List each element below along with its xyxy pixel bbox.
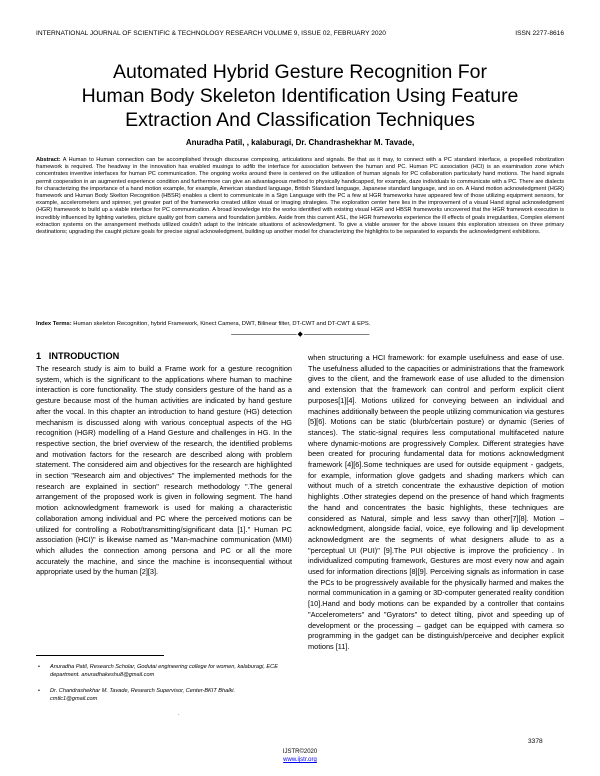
section-number: 1 <box>36 351 42 361</box>
index-terms-text: Human skeleton Recognition, hybrid Framework, Kinect Camera, DWT, Bilinear filter, DT-CWT and DT-CWT & EPS. <box>71 321 371 327</box>
footnote-author-1 <box>38 664 282 679</box>
left-column-text: The research study is aim to build a Frame work for a gesture recognition system, which is the significant to the applications where human to machine interaction is core functionality. The study considers gesture of the hand as a gesture because most of the human activities are indicated by hand gesture after the vocal. In this chapter an introduction to hand gesture (HG) detection mechanism is discussed along with various conceptual aspects of the HG recognition (HGR) modelling of a Hand Gesture and challenges in HG. In the respective section, the brief overview of the research, the identified problems and motivation factors for the research are described along with problem statement. The considered aim and objectives for the research are highlighted in section "Research aim and objectives" The implemented methods for the research are explained in section" research methodology ".The general arrangement of the proposed work is given in following segment. The hand motion acknowledgment framework is used for making a characteristic collaboration among individual and PC where the perceived motions can be utilized for controlling a Robot/transmitting/significant data [1]." Human PC association (HCI)" is likewise named as "Man-machine communication (MMI) which alludes the connection among persona and PC or all the more accurately the machine, and since the machine is inconsequential without appropriate used by the human [2][3]. <box>36 364 292 577</box>
page-number: 3378 <box>528 738 543 745</box>
author-list: Anuradha Patil, , kalaburagi, Dr. Chandrashekhar M. Tavade, <box>185 138 415 147</box>
footnote-rule <box>36 655 164 656</box>
footnote-bullet: • <box>38 688 40 694</box>
footer-code: IJSTR©2020 <box>282 749 318 755</box>
footnote-text: Anuradha Patil, Research Scholar, Godutai engineering college for women, kalaburagi, ECE department. anuradhakeshu8@gmail.com <box>50 664 278 678</box>
abstract-text: A Human to Human connection can be accomplished through discourse composing, articulations and signals. Be that as it may, to connect with a PC standard interface, a propelled robotization framework is required. The headway in the innovation has enabled musings to adfib the interface for association between the human and PC. Human PC association (HCI) is an examination zone which concentrates inventive interfaces for human PC communication. The ongoing works around there is centered on the utilization of human signals for PC collaboration particularly hand motions. The hand signals permit cooperation in an augmented experience condition and furthermore can give an advantageous method to physically handicapped, for example, daze individuals to communicate with a PC. There are dialects for characterizing the importance of a hand motion example, for example, American standard language, British Standard language, Japanese standard language, and so on. A Hand motion acknowledgment (HGR) framework and Human Body Skelton Recognition (HBSR) enables a client to communicate in a Sign Language with the PC a few at HGR frameworks have appeared few of those utilizing equipment sensors, for example, accelerometers and spinner, yet greater part of the frameworks created utilize visual or imaging strategies. The exploration center here lies in the improvement of a visual Hand signal acknowledgment (HGR) framework to build up a viable interface for PC communication. A broad knowledge into the works identified with existing visual HGR and HBSR frameworks uncovered that the HGR framework execution is incredibly influenced by lighting varieties, picture quality got from camera and foundation jumbles. Aside from this current ASL, the HGR frameworks experience the ill effects of goals irregularities, Complex element extraction systems on the arrangement methods utilized couldn't adapt to the intricate situations of acknowledgment. To give a viable answer for the above issues this exploration stresses on three primary destinations; upgrading the caught picture goals for precise signal acknowledgment, building up another model for characterizing the highlights to be separated to expands the acknowledgment exhibitions. <box>36 157 564 236</box>
footnote-author-2 <box>38 688 282 703</box>
footnote-bullet: • <box>38 664 40 670</box>
abstract-label: Abstract: <box>36 157 61 163</box>
journal-name: INTERNATIONAL JOURNAL OF SCIENTIFIC & TECHNOLOGY RESEARCH VOLUME 9, ISSUE 02, FEBRUARY 2020 <box>36 30 386 37</box>
title-line-1: Automated Hybrid Gesture Recognition For <box>113 61 487 83</box>
index-terms <box>36 321 564 327</box>
issn: ISSN 2277-8616 <box>515 30 564 37</box>
index-terms-label: Index Terms: <box>36 321 72 327</box>
footnote-marker: · <box>178 712 180 718</box>
footer-link[interactable]: www.ijstr.org <box>283 757 317 763</box>
running-header <box>36 30 564 37</box>
title-line-3: Extraction And Classification Techniques <box>125 109 475 131</box>
right-column-text: when structuring a HCI framework: for example usefulness and ease of use. The usefulness alluded to the capacities or administrations that the framework gives to the client, and the framework ease of use alluded to the dimension and extension that the framework can control and perform explicit client purposes[1][4]. Motions utilized for conveying between an individual and machines additionally between the people utilizing communication via gestures [5][6]. Motions can be static (blurb/certain posture) or dynamic (Series of stances). The static-signal requires less computational multifaceted nature where dynamic-motions are progressively Complex. Different strategies have been created for procuring fundamental data for motions acknowledgment framework [4][6].Some techniques are used for outside equipment - gadgets, for example, information glove gadgets and shading markers which can without much of a stretch concentrate the exhaustive depiction of motion highlights .Other strategies depend on the presence of hand which fragments the hand and concentrates the basic highlights, these techniques are considered as Natural, simple and less savvy than other[7][8]. Motion – acknowledgment, alongside facial, voice, eye following and lip development acknowledgment are the segments of what designers allude to as a "perceptual UI (PUI)" [9].The PUI objective is improve the proficiency . In individualized computing framework, Gestures are most every now and again used for information directions [8][9]. Perceiving signals as information in case the PCs to be progressively available for the physically harmed and makes the normal communication in a gaming or 3D-computer generated reality condition [10].Hand and body motions can be expanded by a controller that contains "Accelerometers" and "Gyrators" to detect tilting, pivot and speeding up of development or the processing – gadget can be equipped with camera so programming in the gadget can be distinguish/perceive and decipher explicit motions [11]. <box>308 353 564 651</box>
paper-title <box>30 60 570 132</box>
section-title: INTRODUCTION <box>48 351 120 361</box>
abstract <box>36 157 564 236</box>
title-line-2: Human Body Skeleton Identification Using Feature <box>81 85 519 107</box>
footnote-text: Dr. Chandrashekhar M. Tavade, Research Supervisor, Center-BKIT Bhalki. cmtlc1@gmail.com <box>50 688 236 702</box>
section-heading <box>36 351 119 361</box>
section-divider: —————————— ◆ —————————— <box>231 331 369 338</box>
